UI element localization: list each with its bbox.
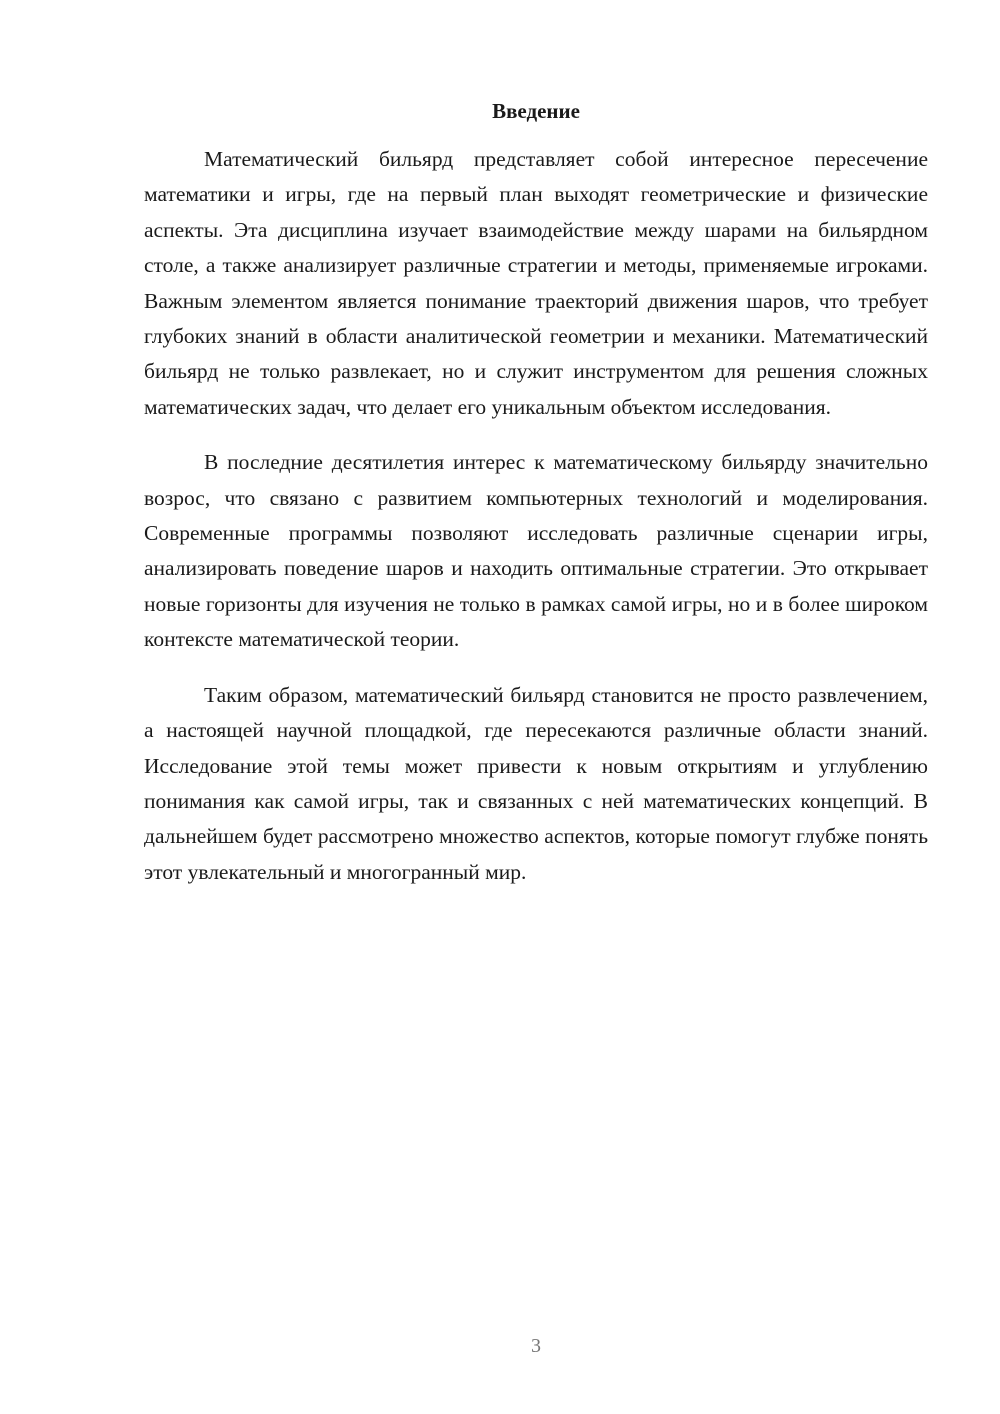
paragraph-2: В последние десятилетия интерес к математическому бильярду значительно возрос, что связано с развитием компьютерных технологий и моделирования. Современные программы позволяют исследовать различные сценарии игры, анализировать поведение шаров и находить оптимальные стратегии. Это открывает новые горизонты для изучения не только в рамках самой игры, но и в более широком контексте математической теории. [144, 450, 928, 652]
page-number: 3 [531, 1335, 541, 1357]
paragraph-3: Таким образом, математический бильярд становится не просто развлечением, а настоящей научной площадкой, где пересекаются различные области знаний. Исследование этой темы может привести к новым открытиям и углублению понимания как самой игры, так и связанных с ней математических концепций. В дальнейшем будет рассмотрено множество аспектов, которые помогут глубже понять этот увлекательный и многогранный мир. [144, 682, 928, 884]
paragraph-1: Математический бильярд представляет собой интересное пересечение математики и игры, где на первый план выходят геометрические и физические аспекты. Эта дисциплина изучает взаимодействие между шарами на бильярдном столе, а также анализирует различные стратегии и методы, применяемые игроками. Важным элементом является понимание траекторий движения шаров, что требует глубоких знаний в области аналитической геометрии и механики. Математический бильярд не только развлекает, но и служит инструментом для решения сложных математических задач, что делает его уникальным объектом исследования. [144, 147, 928, 419]
section-heading: Введение [492, 99, 580, 123]
body-text [144, 142, 928, 910]
